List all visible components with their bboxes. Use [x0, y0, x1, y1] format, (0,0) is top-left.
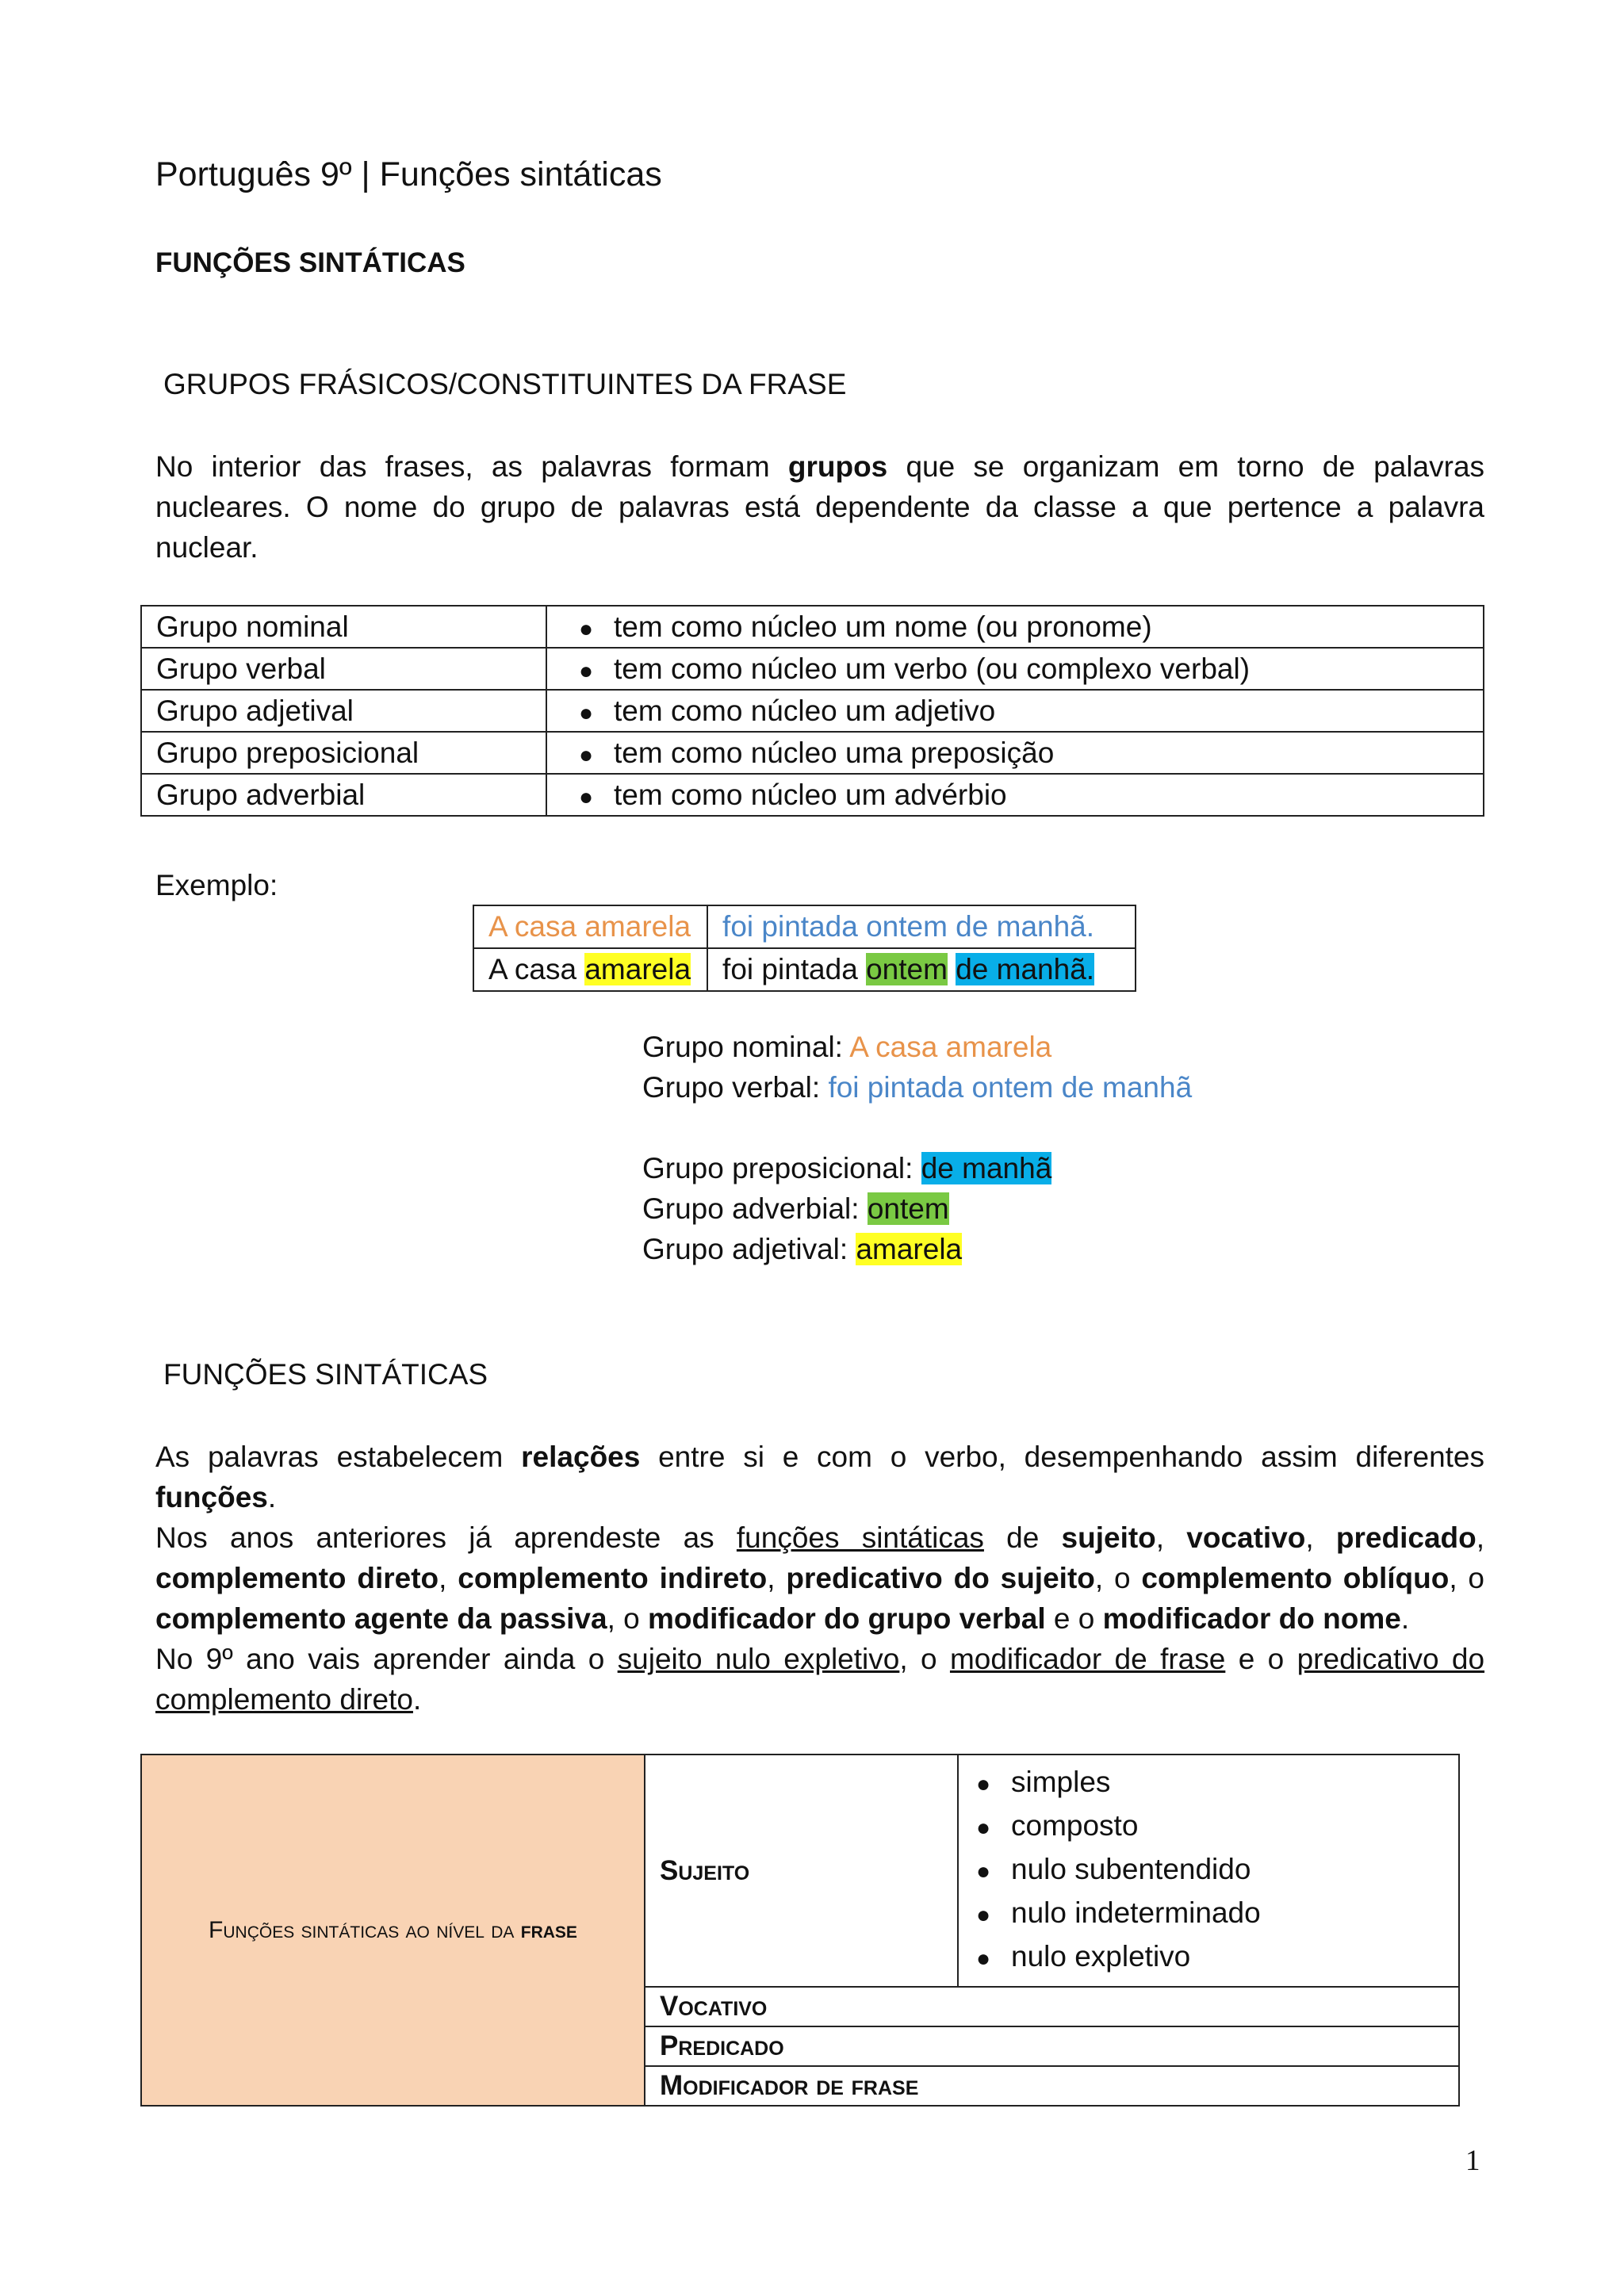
group-desc: ● tem como núcleo um nome (ou pronome)	[546, 606, 1484, 648]
group-desc: ● tem como núcleo um verbo (ou complexo verbal)	[546, 648, 1484, 690]
groups-table	[140, 605, 1484, 817]
document-title: Português 9º | Funções sintáticas	[155, 155, 662, 193]
table-row	[141, 1755, 1459, 1987]
bullet-icon: ●	[579, 615, 594, 642]
example-prepositional-line: Grupo preposicional: de manhã	[642, 1152, 1052, 1184]
example-verbal-line: Grupo verbal: foi pintada ontem de manhã	[642, 1071, 1193, 1104]
groups-paragraph: No interior das frases, as palavras formam grupos que se organizam em torno de palavras nucleares. O nome do grupo de palavras está dependente da classe a que pertence a palavra nuclear.	[155, 450, 1485, 564]
functions-paragraph: As palavras estabelecem relações entre si e com o verbo, desempenhando assim diferentes funções. Nos anos anteriores já aprendeste as funções sintáticas de sujeito, vocativo, predicado, complemento direto, complemento indireto, predicativo do sujeito, o complemento oblíquo, o complemento agente da passiva, o modificador do grupo verbal e o modificador do nome. No 9º ano vais aprender ainda o sujeito nulo expletivo, o modificador de frase e o predicativo do complemento direto.	[155, 1441, 1485, 1716]
table-row	[141, 732, 1484, 774]
table-row	[473, 948, 1136, 991]
section-functions-title: FUNÇÕES SINTÁTICAS	[163, 1358, 488, 1391]
sujeito-types	[958, 1755, 1459, 1987]
functions-table	[140, 1754, 1460, 2107]
list-item: ● nulo subentendido	[959, 1849, 1458, 1892]
group-desc: ● tem como núcleo um advérbio	[546, 774, 1484, 816]
example-nominal-marked: A casa amarela	[473, 948, 707, 991]
bullet-icon: ●	[976, 1858, 991, 1885]
group-desc: ● tem como núcleo uma preposição	[546, 732, 1484, 774]
example-table	[473, 905, 1136, 992]
table-row	[141, 648, 1484, 690]
example-label: Exemplo:	[155, 869, 278, 901]
bullet-icon: ●	[976, 1902, 991, 1928]
example-adverbial-line: Grupo adverbial: ontem	[642, 1192, 949, 1225]
group-name: Grupo preposicional	[141, 732, 546, 774]
predicado-cell: Predicado	[645, 2026, 1459, 2066]
list-item: ● simples	[959, 1762, 1458, 1805]
list-item: ● composto	[959, 1805, 1458, 1849]
bullet-icon: ●	[579, 783, 594, 810]
bullet-icon: ●	[579, 699, 594, 726]
example-verbal-marked: foi pintada ontem de manhã.	[707, 948, 1136, 991]
bullet-icon: ●	[976, 1771, 991, 1797]
section-groups-title: GRUPOS FRÁSICOS/CONSTITUINTES DA FRASE	[163, 368, 847, 400]
table-row	[141, 690, 1484, 732]
bullet-icon: ●	[579, 657, 594, 684]
table-row	[473, 905, 1136, 948]
bullet-icon: ●	[976, 1946, 991, 1972]
example-nominal-line: Grupo nominal: A casa amarela	[642, 1031, 1052, 1063]
group-name: Grupo verbal	[141, 648, 546, 690]
example-verbal: foi pintada ontem de manhã.	[707, 905, 1136, 948]
sujeito-cell: Sujeito	[645, 1755, 958, 1987]
main-heading: FUNÇÕES SINTÁTICAS	[155, 247, 465, 278]
vocativo-cell: Vocativo	[645, 1987, 1459, 2026]
group-name: Grupo adjetival	[141, 690, 546, 732]
bullet-icon: ●	[976, 1815, 991, 1841]
list-item: ● nulo expletivo	[959, 1936, 1458, 1980]
functions-level-cell: Funções sintáticas ao nível da frase	[141, 1755, 645, 2106]
group-name: Grupo adverbial	[141, 774, 546, 816]
modificador-frase-cell: Modificador de frase	[645, 2066, 1459, 2106]
bullet-icon: ●	[579, 741, 594, 768]
table-row	[141, 774, 1484, 816]
example-adjectival-line: Grupo adjetival: amarela	[642, 1233, 963, 1265]
group-name: Grupo nominal	[141, 606, 546, 648]
list-item: ● nulo indeterminado	[959, 1892, 1458, 1936]
example-nominal: A casa amarela	[473, 905, 707, 948]
page-number: 1	[1465, 2145, 1480, 2177]
group-desc: ● tem como núcleo um adjetivo	[546, 690, 1484, 732]
table-row	[141, 606, 1484, 648]
